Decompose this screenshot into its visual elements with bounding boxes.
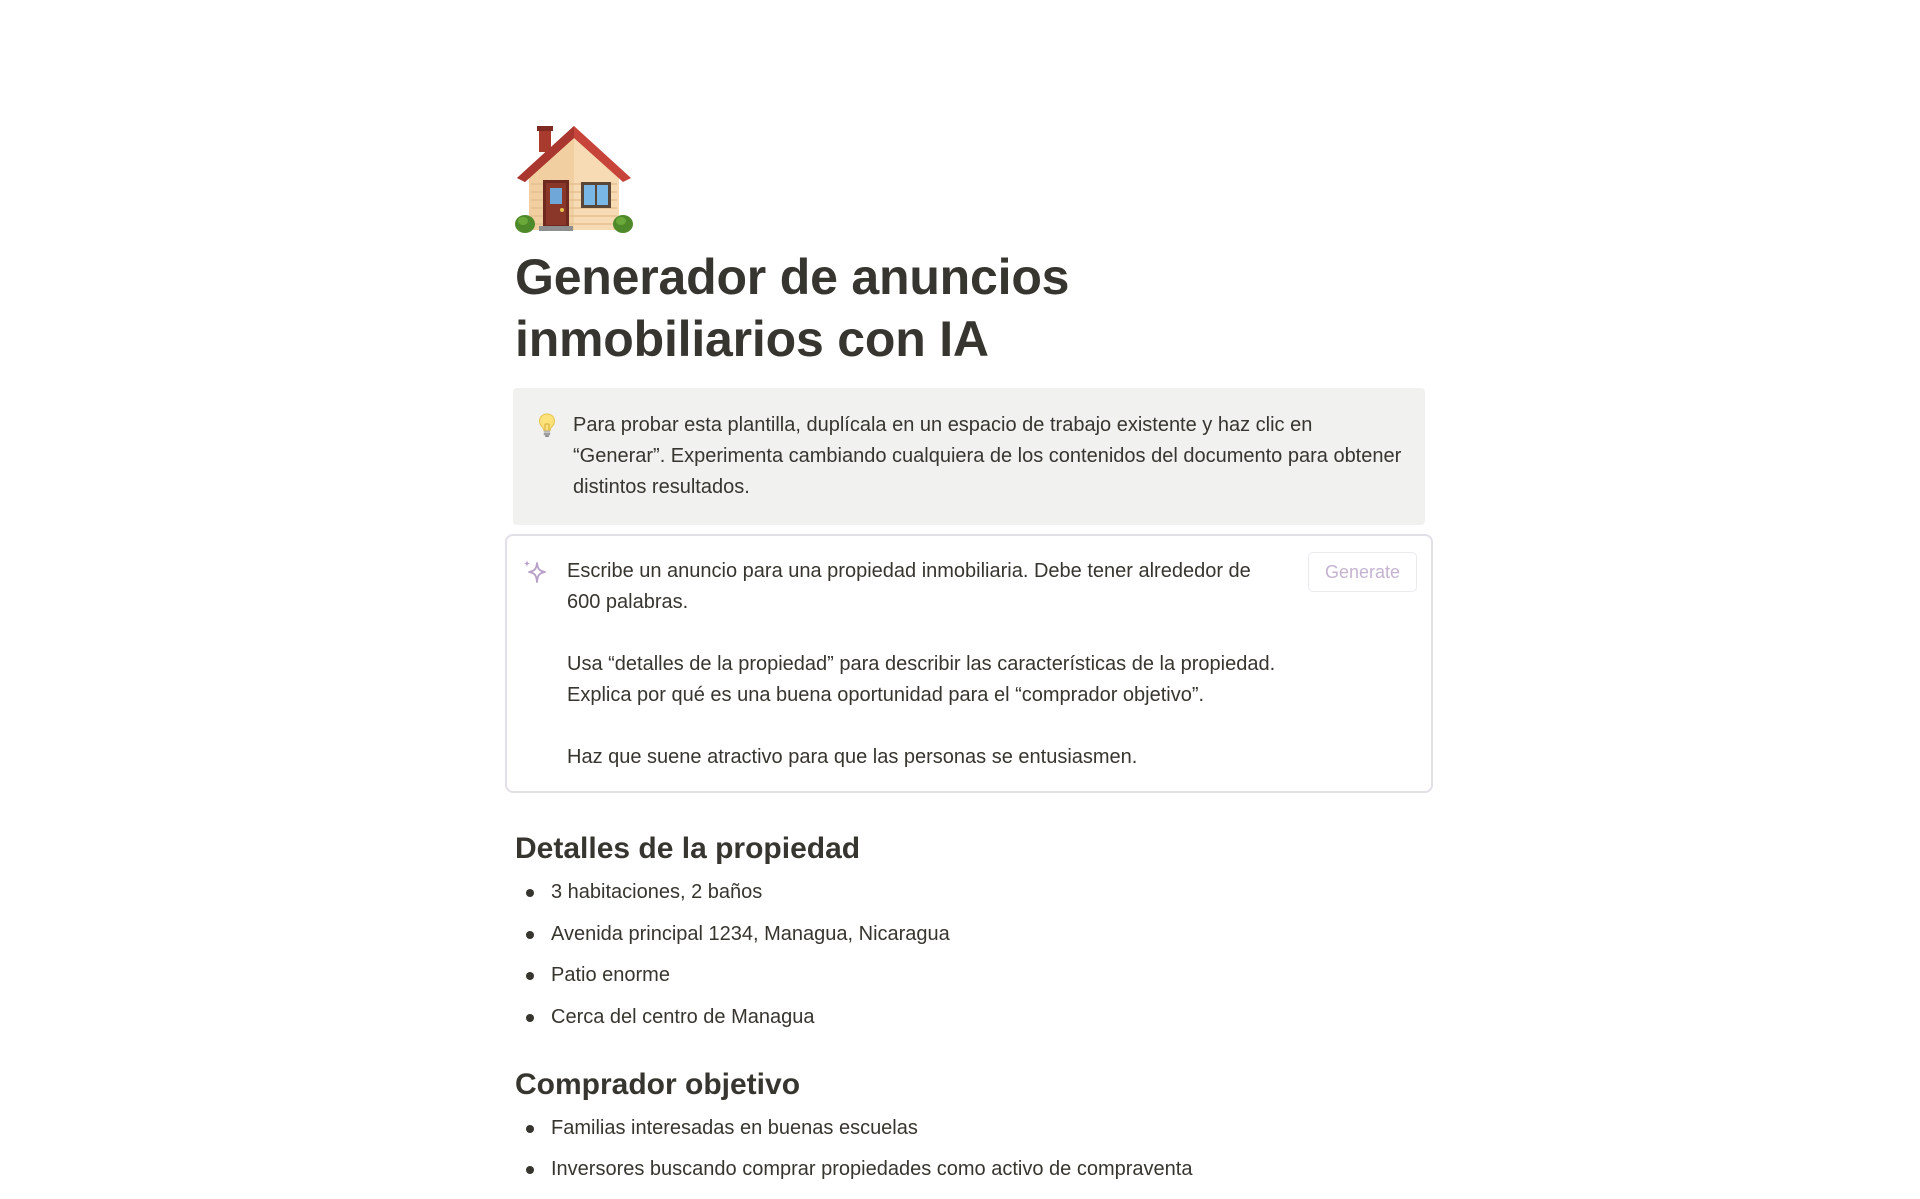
section-heading-target-buyer[interactable]: Comprador objetivo xyxy=(515,1067,801,1101)
ai-block[interactable] xyxy=(505,534,1433,793)
ai-prompt-paragraph[interactable]: Haz que suene atractivo para que las personas se entusiasmen. xyxy=(567,746,1138,768)
bullet-icon xyxy=(526,889,534,897)
list-item-text: Cerca del centro de Managua xyxy=(551,1005,815,1028)
bullet-icon xyxy=(526,972,534,980)
list-item[interactable] xyxy=(515,1154,1427,1185)
generate-button[interactable]: Generate xyxy=(1308,552,1417,592)
list-item-text: 3 habitaciones, 2 baños xyxy=(551,881,763,903)
list-item[interactable] xyxy=(515,1113,1427,1144)
property-details-list xyxy=(515,877,1427,1033)
list-item[interactable] xyxy=(515,960,1427,991)
list-item[interactable] xyxy=(515,877,1427,908)
bullet-icon xyxy=(526,931,534,939)
bullet-icon xyxy=(526,1014,534,1022)
list-item-text: Inversores buscando comprar propiedades como activo de compraventa xyxy=(551,1158,1193,1180)
list-item[interactable] xyxy=(515,1002,1427,1033)
ai-prompt-paragraph[interactable]: Usa “detalles de la propiedad” para describir las características de la propiedad. Explica por qué es una buena oportunidad para el “comprador objetivo”. xyxy=(567,653,1276,706)
target-buyer-list xyxy=(515,1113,1427,1186)
lightbulb-icon[interactable] xyxy=(533,411,561,439)
bullet-icon xyxy=(526,1166,534,1174)
list-item-text: Familias interesadas en buenas escuelas xyxy=(551,1116,918,1139)
list-item[interactable] xyxy=(515,919,1427,950)
house-icon[interactable] xyxy=(515,118,633,236)
list-item-text: Patio enorme xyxy=(551,964,670,986)
list-item-text: Avenida principal 1234, Managua, Nicaragua xyxy=(551,922,950,945)
ai-prompt-text[interactable] xyxy=(567,556,1417,773)
callout-text[interactable]: Para probar esta plantilla, duplícala en un espacio de trabajo existente y haz clic en “Generar”. Experimenta cambiando cualquiera de los contenidos del documento para obtener distintos resultados. xyxy=(573,414,1402,498)
bullet-icon xyxy=(526,1125,534,1133)
sparkle-icon xyxy=(521,557,549,587)
section-heading-property-details[interactable]: Detalles de la propiedad xyxy=(515,832,861,865)
page-content xyxy=(515,118,1427,1196)
ai-prompt-paragraph[interactable]: Escribe un anuncio para una propiedad inmobiliaria. Debe tener alrededor de 600 palabras. xyxy=(567,560,1251,613)
page-title[interactable]: Generador de anuncios inmobiliarios con IA xyxy=(515,249,1070,367)
callout-block[interactable] xyxy=(513,388,1425,525)
